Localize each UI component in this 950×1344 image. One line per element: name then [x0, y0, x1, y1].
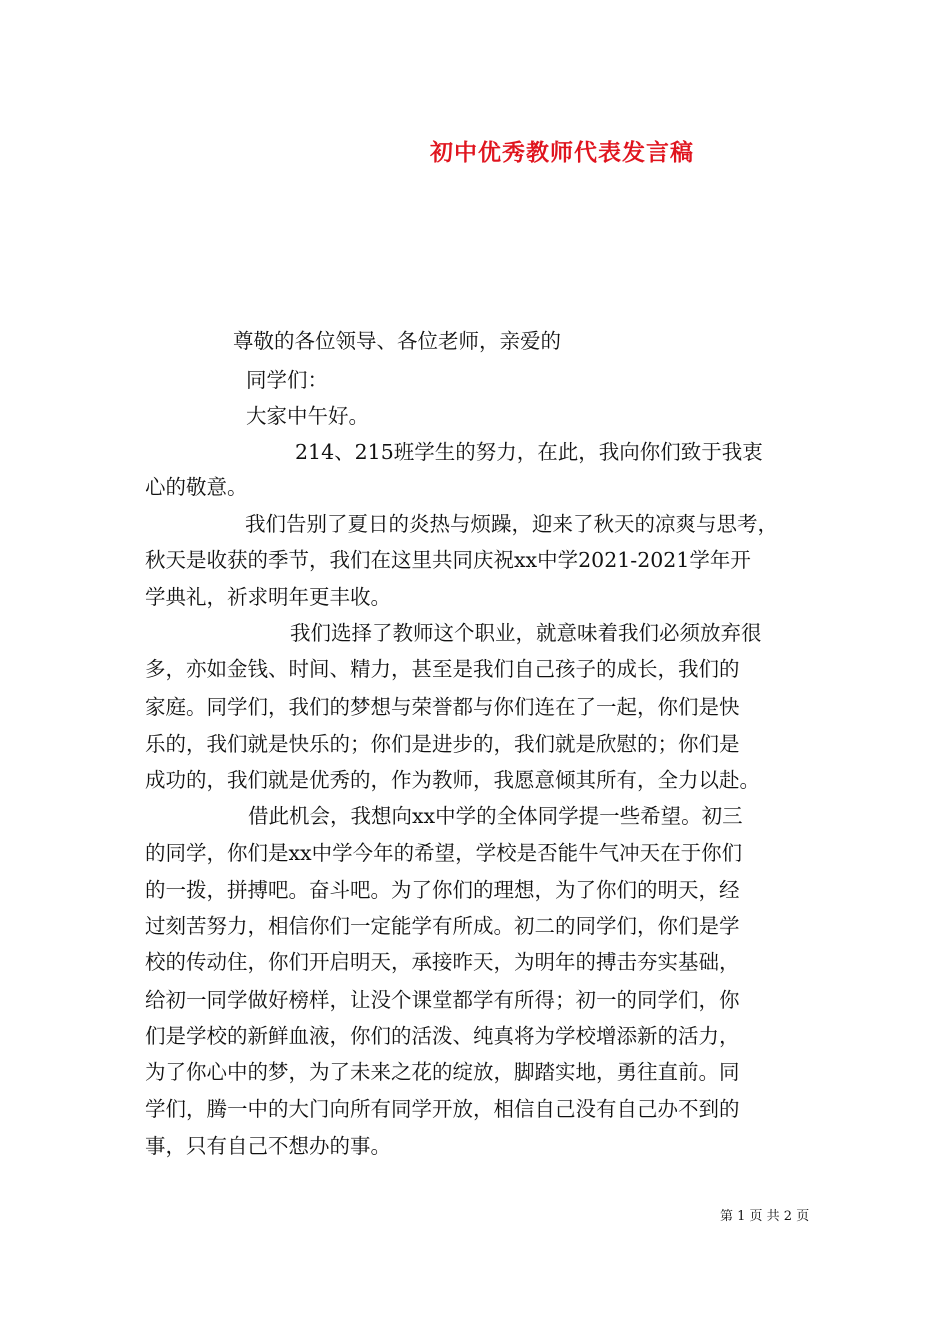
body-line: 大家中午好。: [246, 404, 369, 428]
body-line: 我们选择了教师这个职业，就意味着我们必须放弃很: [290, 621, 762, 645]
body-line: 校的传动住，你们开启明天，承接昨天，为明年的搏击夯实基础，: [145, 950, 740, 974]
body-line: 多，亦如金钱、时间、精力，甚至是我们自己孩子的成长，我们的: [145, 657, 740, 681]
body-line: 给初一同学做好榜样，让没个课堂都学有所得；初一的同学们，你: [145, 988, 740, 1012]
body-line: 学典礼，祈求明年更丰收。: [145, 585, 391, 609]
body-line: 的一拨，拼搏吧。奋斗吧。为了你们的理想，为了你们的明天，经: [145, 878, 740, 902]
body-line: 的同学，你们是xx中学今年的希望，学校是否能牛气冲天在于你们: [145, 841, 743, 865]
body-line: 214、215班学生的努力，在此，我向你们致于我衷: [295, 440, 763, 464]
body-line: 事，只有自己不想办的事。: [145, 1134, 391, 1158]
body-line: 家庭。同学们，我们的梦想与荣誉都与你们连在了一起，你们是快: [145, 695, 740, 719]
body-line: 成功的，我们就是优秀的，作为教师，我愿意倾其所有，全力以赴。: [145, 768, 760, 792]
body-line: 秋天是收获的季节，我们在这里共同庆祝xx中学2021-2021学年开: [145, 548, 751, 572]
body-line: 同学们：: [246, 368, 328, 392]
document-title: 初中优秀教师代表发言稿: [430, 139, 694, 166]
body-line: 们是学校的新鲜血液，你们的活泼、纯真将为学校增添新的活力，: [145, 1024, 740, 1048]
body-line: 乐的，我们就是快乐的；你们是进步的，我们就是欣慰的；你们是: [145, 732, 740, 756]
body-line: 心的敬意。: [145, 475, 248, 499]
body-line: 为了你心中的梦，为了未来之花的绽放，脚踏实地，勇往直前。同: [145, 1060, 740, 1084]
body-line: 我们告别了夏日的炎热与烦躁，迎来了秋天的凉爽与思考，: [245, 512, 778, 536]
page-footer: 第 1 页 共 2 页: [720, 1209, 810, 1224]
body-line: 学们，腾一中的大门向所有同学开放，相信自己没有自己办不到的: [145, 1097, 740, 1121]
body-line: 借此机会，我想向xx中学的全体同学提一些希望。初三: [248, 804, 743, 828]
body-line: 尊敬的各位领导、各位老师，亲爱的: [233, 329, 561, 353]
body-line: 过刻苦努力，相信你们一定能学有所成。初二的同学们，你们是学: [145, 914, 740, 938]
